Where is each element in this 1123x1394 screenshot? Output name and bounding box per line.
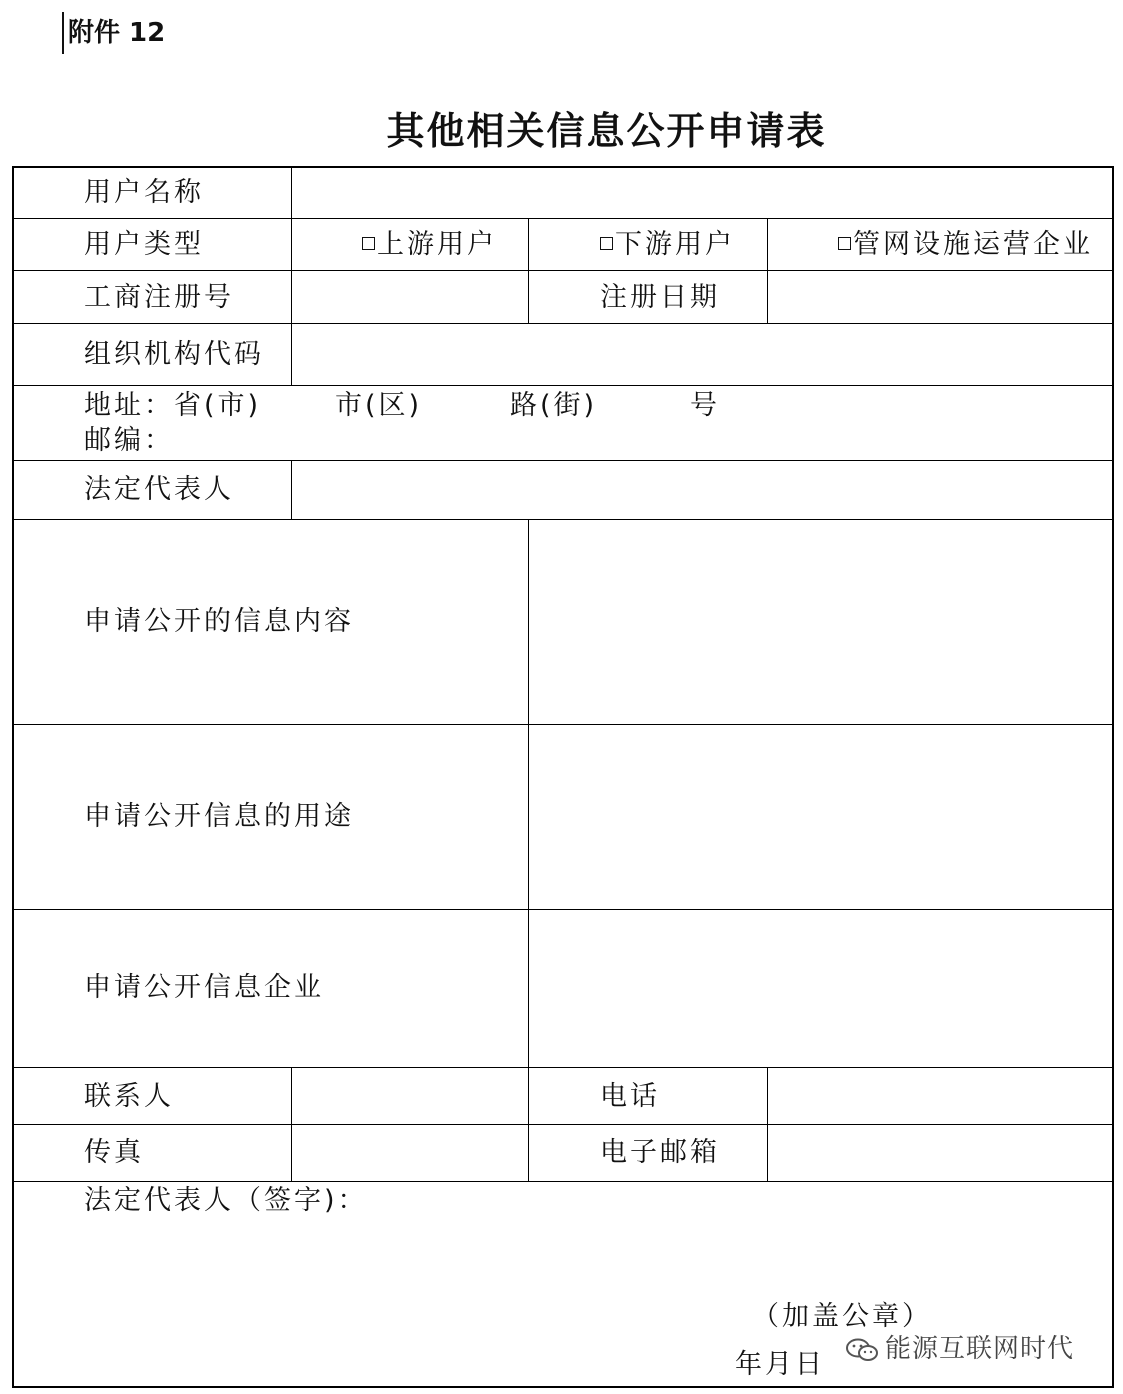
address-road: 路(街)	[510, 390, 598, 421]
checkbox-icon[interactable]	[600, 237, 613, 250]
info-company-field[interactable]	[530, 910, 1112, 1067]
reg-date-label: 注册日期	[600, 282, 720, 313]
downstream-user-option[interactable]	[600, 228, 735, 262]
attachment-label: 附件 12	[62, 12, 165, 54]
checkbox-icon[interactable]	[362, 237, 375, 250]
info-content-label: 申请公开的信息内容	[84, 606, 354, 637]
postcode-label: 邮编：	[84, 425, 174, 456]
address-number: 号	[690, 390, 720, 421]
seal-label: （加盖公章）	[752, 1301, 932, 1332]
org-code-label: 组织机构代码	[84, 339, 264, 370]
address-prefix: 地址：省(市)	[84, 390, 262, 421]
page-title: 其他相关信息公开申请表	[386, 109, 827, 153]
option-label: 管网设施运营企业	[853, 229, 1093, 260]
business-reg-label: 工商注册号	[84, 282, 234, 313]
option-label: 上游用户	[377, 229, 497, 260]
watermark-text: 能源互联网时代	[885, 1334, 1075, 1364]
signature-area[interactable]	[14, 1220, 1112, 1300]
address-city: 市(区)	[335, 390, 423, 421]
watermark	[845, 1328, 1074, 1365]
reg-date-field[interactable]	[769, 271, 1112, 323]
signature-label: 法定代表人（签字)：	[84, 1185, 368, 1216]
fax-label: 传真	[84, 1137, 144, 1168]
user-type-label: 用户类型	[84, 229, 204, 260]
info-company-label: 申请公开信息企业	[84, 972, 324, 1003]
contact-field[interactable]	[293, 1068, 527, 1124]
org-code-field[interactable]	[293, 324, 1112, 385]
fax-field[interactable]	[293, 1125, 527, 1181]
phone-field[interactable]	[769, 1068, 1112, 1124]
info-content-field[interactable]	[530, 520, 1112, 724]
user-name-field[interactable]	[293, 168, 1112, 218]
chat-bubble-icon	[845, 1338, 879, 1362]
legal-rep-label: 法定代表人	[84, 474, 234, 505]
user-name-label: 用户名称	[84, 177, 204, 208]
business-reg-field[interactable]	[293, 271, 527, 323]
info-purpose-field[interactable]	[530, 725, 1112, 909]
option-label: 下游用户	[615, 229, 735, 260]
upstream-user-option[interactable]	[362, 228, 497, 262]
email-label: 电子邮箱	[600, 1137, 720, 1168]
phone-label: 电话	[600, 1081, 660, 1112]
email-field[interactable]	[769, 1125, 1112, 1181]
checkbox-icon[interactable]	[838, 237, 851, 250]
info-purpose-label: 申请公开信息的用途	[84, 801, 354, 832]
contact-label: 联系人	[84, 1081, 174, 1112]
legal-rep-field[interactable]	[293, 461, 1112, 519]
pipeline-operator-option[interactable]	[838, 228, 1093, 262]
date-label: 年月日	[735, 1349, 825, 1380]
